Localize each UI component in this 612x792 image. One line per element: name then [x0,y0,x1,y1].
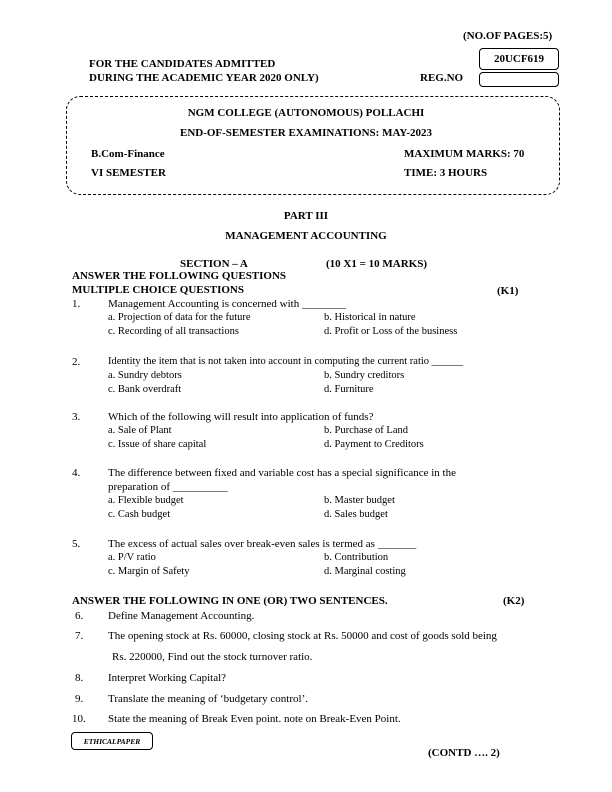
question-text: State the meaning of Break Even point. note on Break-Even Point. [108,713,401,725]
option-a: a. Projection of data for the future [108,312,251,323]
continued-note: (CONTD …. 2) [428,747,500,759]
page-count: (NO.OF PAGES:5) [463,30,553,42]
option-c: c. Recording of all transactions [108,326,239,337]
question-text: Define Management Accounting. [108,610,255,622]
max-marks: MAXIMUM MARKS: 70 [404,148,525,160]
regno-field [479,72,559,87]
option-a: a. Sundry debtors [108,370,182,381]
candidates-line-1: FOR THE CANDIDATES ADMITTED [89,58,276,70]
ethical-paper-label: ETHICALPAPER [83,736,141,746]
option-d: d. Payment to Creditors [324,439,424,450]
option-b: b. Master budget [324,495,395,506]
question-text: The difference between fixed and variable cost has a special significance in the [108,467,456,479]
question-text: Management Accounting is concerned with ________ [108,298,346,310]
question-number: 10. [72,713,86,725]
question-text: Identity the item that is not taken into account in computing the current ratio ______ [108,356,464,367]
ethical-paper-stamp [71,732,153,750]
option-c: c. Margin of Safety [108,566,190,577]
question-text-continued: Rs. 220000, Find out the stock turnover ratio. [112,651,313,663]
option-c: c. Issue of share capital [108,439,207,450]
option-b: b. Purchase of Land [324,425,408,436]
option-b: b. Sundry creditors [324,370,405,381]
question-number: 5. [72,538,81,550]
regno-label: REG.NO [420,72,464,84]
k2-level: (K2) [503,595,525,607]
part-title: PART III [283,210,329,222]
option-a: a. Sale of Plant [108,425,172,436]
question-number: 9. [75,693,84,705]
question-text: The excess of actual sales over break-even sales is termed as _______ [108,538,417,550]
subject-code-box [479,48,559,70]
candidates-line-2: DURING THE ACADEMIC YEAR 2020 ONLY) [89,72,319,84]
question-number: 8. [75,672,84,684]
question-text: Translate the meaning of ‘budgetary control’. [108,693,308,705]
section-b-instruction: ANSWER THE FOLLOWING IN ONE (OR) TWO SENTENCES. [72,595,388,607]
section-a-instruction: ANSWER THE FOLLOWING QUESTIONS [72,270,287,282]
question-text: Which of the following will result into application of funds? [108,411,374,423]
option-d: d. Profit or Loss of the business [324,326,458,337]
question-text: The opening stock at Rs. 60000, closing stock at Rs. 50000 and cost of goods sold being [108,630,497,642]
section-a-title: SECTION – A [180,258,248,270]
k1-level: (K1) [497,285,519,297]
option-d: d. Marginal costing [324,566,406,577]
question-number: 1. [72,298,81,310]
option-c: c. Bank overdraft [108,384,182,395]
question-number: 4. [72,467,81,479]
question-text: Interpret Working Capital? [108,672,227,684]
college-name: NGM COLLEGE (AUTONOMOUS) POLLACHI [187,107,425,119]
course-name: B.Com-Finance [91,148,165,160]
semester: VI SEMESTER [91,167,166,179]
question-number: 3. [72,411,81,423]
mcq-heading: MULTIPLE CHOICE QUESTIONS [72,284,244,296]
question-number: 2. [72,356,81,368]
option-d: d. Furniture [324,384,374,395]
option-b: b. Historical in nature [324,312,416,323]
subject-code: 20UCF619 [493,53,545,65]
exam-time: TIME: 3 HOURS [404,167,488,179]
section-a-marks: (10 X1 = 10 MARKS) [326,258,427,270]
question-number: 7. [75,630,84,642]
subject-title: MANAGEMENT ACCOUNTING [225,230,387,242]
option-b: b. Contribution [324,552,389,563]
question-number: 6. [75,610,84,622]
option-a: a. P/V ratio [108,552,156,563]
option-c: c. Cash budget [108,509,171,520]
option-a: a. Flexible budget [108,495,184,506]
option-d: d. Sales budget [324,509,388,520]
question-text-continued: preparation of __________ [108,481,228,493]
exam-name: END-OF-SEMESTER EXAMINATIONS: MAY-2023 [179,127,432,139]
